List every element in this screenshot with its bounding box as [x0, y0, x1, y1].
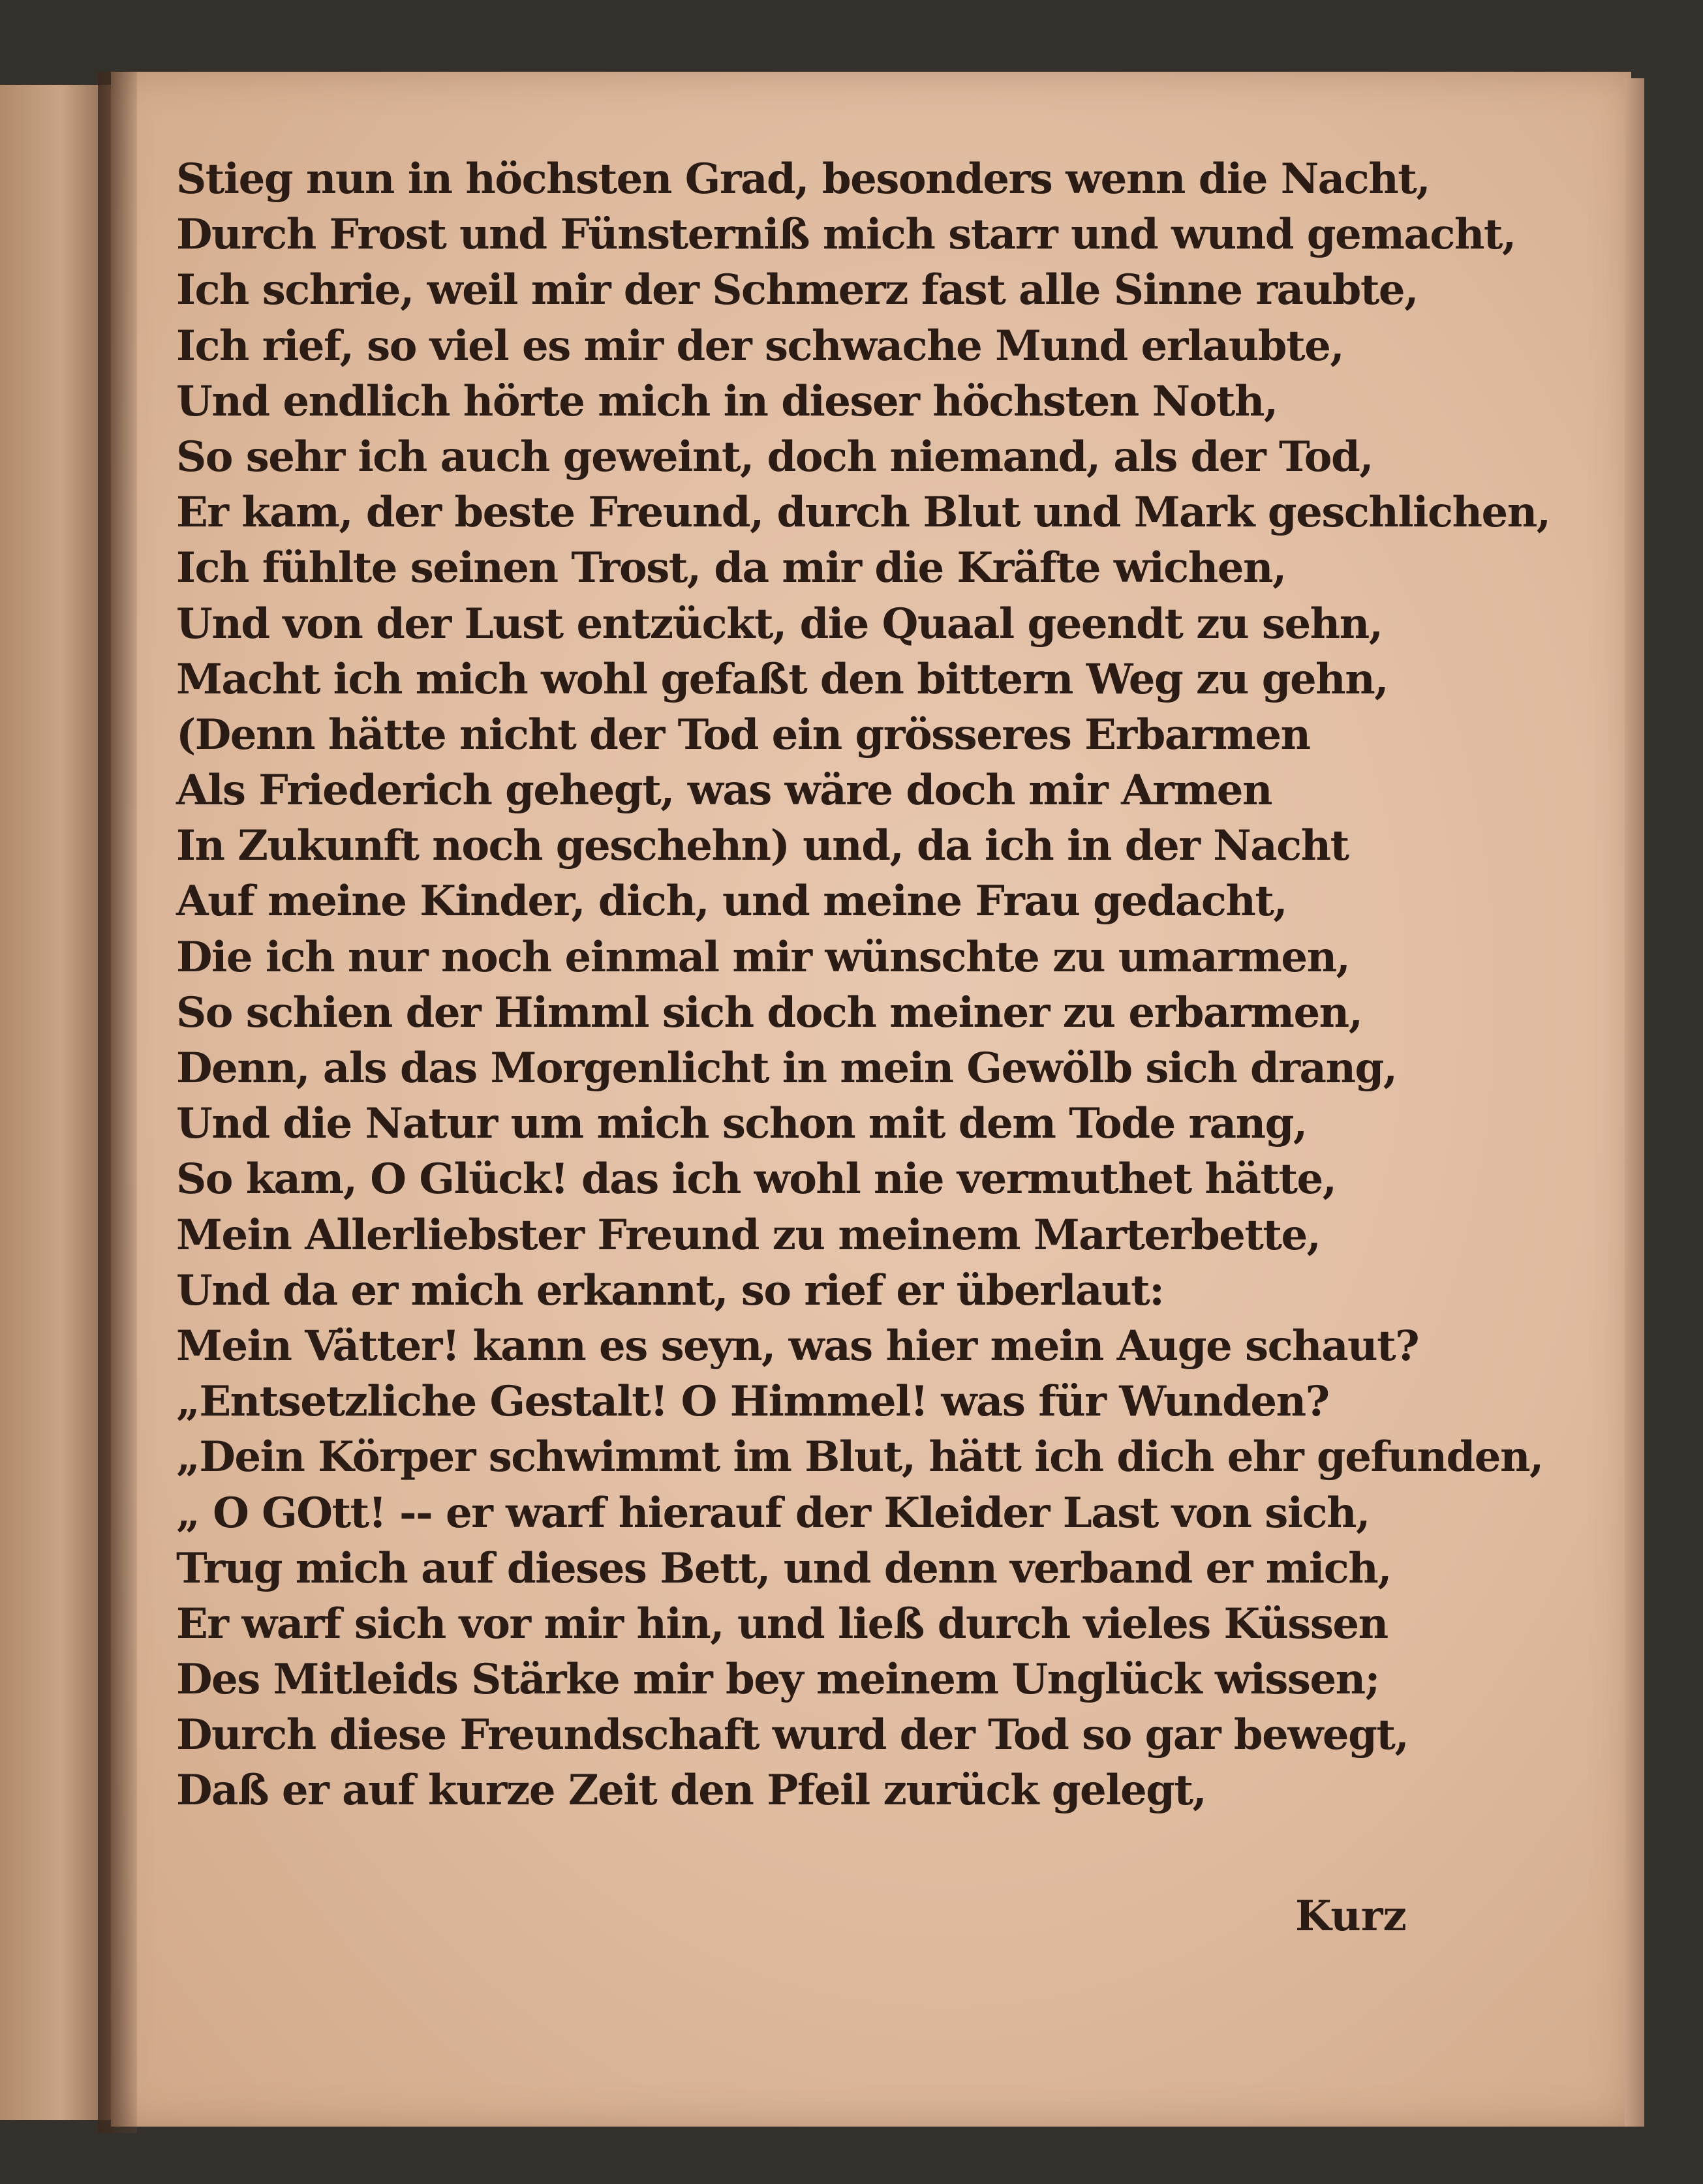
verse-line: Die ich nur noch einmal mir wünschte zu umarmen,: [176, 932, 1350, 982]
verse-line: Stieg nun in höchsten Grad, besonders wenn die Nacht,: [176, 155, 1430, 204]
verse-line: Durch Frost und Fünsterniß mich starr und wund gemacht,: [176, 210, 1516, 260]
verse-line: „Dein Körper schwimmt im Blut, hätt ich dich ehr gefunden,: [176, 1433, 1543, 1482]
verse-line: Er kam, der beste Freund, durch Blut und Mark geschlichen,: [176, 488, 1550, 538]
verse-line: Durch diese Freundschaft wurd der Tod so gar bewegt,: [176, 1710, 1409, 1760]
verse-line: Als Friederich gehegt, was wäre doch mir Armen: [176, 766, 1272, 815]
verse-line: Daß er auf kurze Zeit den Pfeil zurück gelegt,: [176, 1766, 1206, 1815]
verse-line: Denn, als das Morgenlicht in mein Gewölb sich drang,: [176, 1044, 1397, 1093]
verse-line: Mein Allerliebster Freund zu meinem Marterbette,: [176, 1210, 1321, 1260]
verse-line: So kam, O Glück! das ich wohl nie vermuthet hätte,: [176, 1155, 1336, 1204]
gutter-shadow: [98, 72, 137, 2133]
verse-line: Ich schrie, weil mir der Schmerz fast alle Sinne raubte,: [176, 265, 1418, 315]
page-edge: [1625, 78, 1644, 2127]
verse-line: Und von der Lust entzückt, die Quaal geendt zu sehn,: [176, 599, 1383, 648]
verse-line: Des Mitleids Stärke mir bey meinem Unglück wissen;: [176, 1655, 1379, 1705]
verse-line: Er warf sich vor mir hin, und ließ durch vieles Küssen: [176, 1599, 1388, 1648]
verse-line: So sehr ich auch geweint, doch niemand, als der Tod,: [176, 432, 1373, 481]
verse-line: Mein Vätter! kann es seyn, was hier mein Auge schaut?: [176, 1321, 1419, 1371]
verse-line: „ O GOtt! -- er warf hierauf der Kleider Last von sich,: [176, 1488, 1370, 1538]
verse-line: Und endlich hörte mich in dieser höchsten Noth,: [176, 376, 1278, 426]
verse-line: „Entsetzliche Gestalt! O Himmel! was für Wunden?: [176, 1377, 1329, 1427]
verse-line: Und die Natur um mich schon mit dem Tode rang,: [176, 1099, 1307, 1149]
verse-line: (Denn hätte nicht der Tod ein grösseres Erbarmen: [176, 710, 1310, 759]
verse-line: Ich fühlte seinen Trost, da mir die Kräfte wichen,: [176, 543, 1286, 593]
facing-page-edge: [0, 85, 111, 2120]
verse-line: Und da er mich erkannt, so rief er überlaut:: [176, 1266, 1164, 1315]
verse-line: Macht ich mich wohl gefaßt den bittern Weg zu gehn,: [176, 654, 1388, 704]
verse-line: So schien der Himml sich doch meiner zu erbarmen,: [176, 988, 1362, 1037]
verse-line: Ich rief, so viel es mir der schwache Mund erlaubte,: [176, 321, 1344, 371]
catchword: Kurz: [1295, 1892, 1407, 1941]
verse-line: Auf meine Kinder, dich, und meine Frau gedacht,: [176, 877, 1287, 926]
poem-text: [176, 151, 1550, 1819]
verse-line: Trug mich auf dieses Bett, und denn verband er mich,: [176, 1543, 1392, 1593]
verse-line: In Zukunft noch geschehn) und, da ich in der Nacht: [176, 821, 1349, 871]
